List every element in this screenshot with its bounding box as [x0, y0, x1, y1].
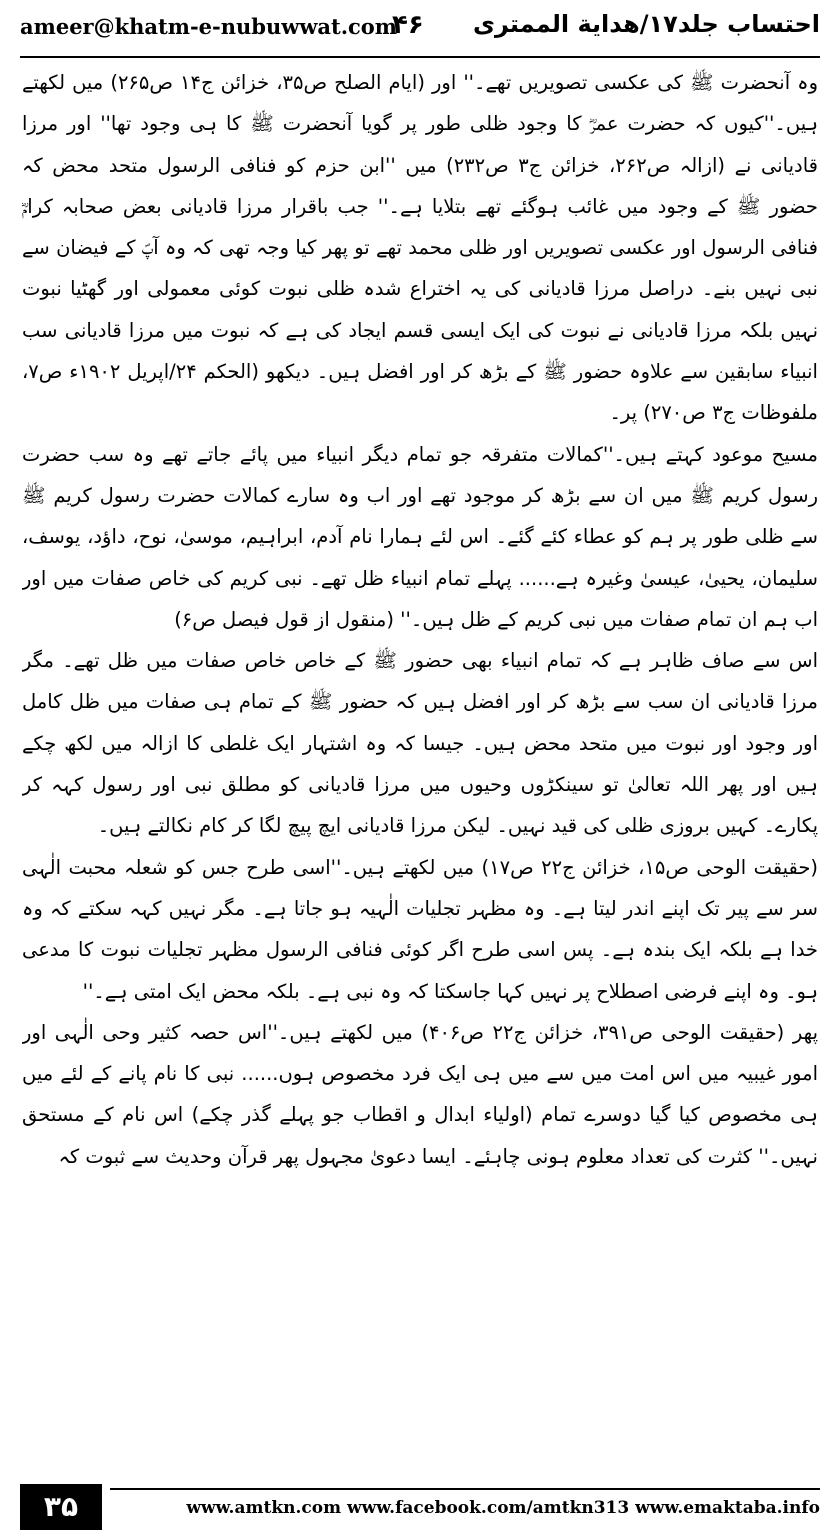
header-page-number: ۴۶ [392, 10, 424, 40]
header-email: ameer@khatm-e-nubuwwat.com [20, 14, 398, 39]
paragraph: اس سے صاف ظاہر ہے کہ تمام انبیاء بھی حضور ﷺ کے خاص خاص صفات میں ظل تھے۔ مگر مرزا قادیانی ان سب سے بڑھ کر اور افضل ہیں کہ حضور ﷺ کے تمام ہی صفات میں ظل کامل اور وجود اور نبوت میں متحد محض ہیں۔ جیسا کہ وہ اشتہار ایک غلطی کا ازالہ میں لکھ چکے ہیں اور پھر اللہ تعالیٰ تو سینکڑوں وحیوں میں مرزا قادیانی کو مطلق نبی اور رسول کہہ کر پکارے۔ کہیں بروزی ظلی کی قید نہیں۔ لیکن مرزا قادیانی ایچ پیچ لگا کر کام نکالتے ہیں۔ [22, 649, 818, 838]
page-footer [20, 1484, 820, 1532]
paragraph: (حقیقت الوحی ص۱۵، خزائن ج۲۲ ص۱۷) میں لکھتے ہیں۔''اسی طرح جس کو شعلہ محبت الٰہی سر سے پیر تک اپنے اندر لیتا ہے۔ وہ مظہر تجلیات الٰہیہ ہو جاتا ہے۔ مگر نہیں کہہ سکتے کہ وہ خدا ہے بلکہ ایک بندہ ہے۔ پس اسی طرح اگر کوئی فنافی الرسول مظہر تجلیات نبوت کا مدعی ہو۔ وہ اپنے فرضی اصطلاح پر نہیں کہا جاسکتا کہ وہ نبی ہے۔ بلکہ محض ایک امتی ہے۔'' [22, 855, 818, 1003]
body-text [22, 62, 818, 1472]
page-header [20, 8, 820, 52]
footer-page-number: ۳۵ [20, 1484, 102, 1530]
header-book-title: احتساب جلد۱۷/هدایة الممتری [472, 10, 820, 38]
footer-divider [110, 1488, 820, 1490]
header-divider [20, 56, 820, 58]
paragraph: وہ آنحضرت ﷺ کی عکسی تصویریں تھے۔'' اور (ایام الصلح ص۳۵، خزائن ج۱۴ ص۲۶۵) میں لکھتے ہیں۔''کیوں کہ حضرت عمرؓ کا وجود ظلی طور پر گویا آنحضرت ﷺ کا ہی وجود تھا'' اور مرزا قادیانی نے (ازالہ ص۲۶۲، خزائن ج۳ ص۲۳۲) میں ''ابن حزم کو فنافی الرسول متحد محض کہ حضور ﷺ کے وجود میں غائب ہوگئے تھے بتلایا ہے۔'' جب باقرار مرزا قادیانی بعض صحابہ کرامؓ فنافی الرسول اور عکسی تصویریں اور ظلی محمد تھے تو پھر کیا وجہ تھی کہ وہ آپؐ کے فیضان سے نبی نہیں بنے۔ دراصل مرزا قادیانی کی یہ اختراع شدہ ظلی نبوت کوئی معمولی اور گھٹیا نبوت نہیں بلکہ مرزا قادیانی نے نبوت کی ایک ایسی قسم ایجاد کی ہے کہ نبوت میں مرزا قادیانی سب انبیاء سابقین سے علاوہ حضور ﷺ کے بڑھ کر اور افضل ہیں۔ دیکھو (الحکم ۲۴/اپریل ۱۹۰۲ء ص۷، ملفوظات ج۳ ص۲۷۰) پر۔ [22, 71, 818, 425]
paragraph: مسیح موعود کہتے ہیں۔''کمالات متفرقہ جو تمام دیگر انبیاء میں پائے جاتے تھے وہ سب حضرت رسول کریم ﷺ میں ان سے بڑھ کر موجود تھے اور اب وہ سارے کمالات حضرت رسول کریم ﷺ سے ظلی طور پر ہم کو عطاء کئے گئے۔ اس لئے ہمارا نام آدم، ابراہیم، موسیٰ، نوح، داؤد، یوسف، سلیمان، یحییٰ، عیسیٰ وغیرہ ہے...... پہلے تمام انبیاء ظل تھے۔ نبی کریم کی خاص صفات میں اور اب ہم ان تمام صفات میں نبی کریم کے ظل ہیں۔'' (منقول از قول فیصل ص۶) [22, 442, 818, 631]
paragraph: پھر (حقیقت الوحی ص۳۹۱، خزائن ج۲۲ ص۴۰۶) میں لکھتے ہیں۔''اس حصہ کثیر وحی الٰہی اور امور غیبیہ میں اس امت میں سے میں ہی ایک فرد مخصوص ہوں...... نبی کا نام پانے کے لئے میں ہی مخصوص کیا گیا دوسرے تمام (اولیاء ابدال و اقطاب جو پہلے گذر چکے) اس نام کے مستحق نہیں۔'' کثرت کی تعداد معلوم ہونی چاہئے۔ ایسا دعویٰ مجہول پھر قرآن وحدیث سے ثبوت کہ [22, 1020, 818, 1168]
footer-websites: www.amtkn.com www.facebook.com/amtkn313 www.emaktaba.info [186, 1498, 820, 1518]
